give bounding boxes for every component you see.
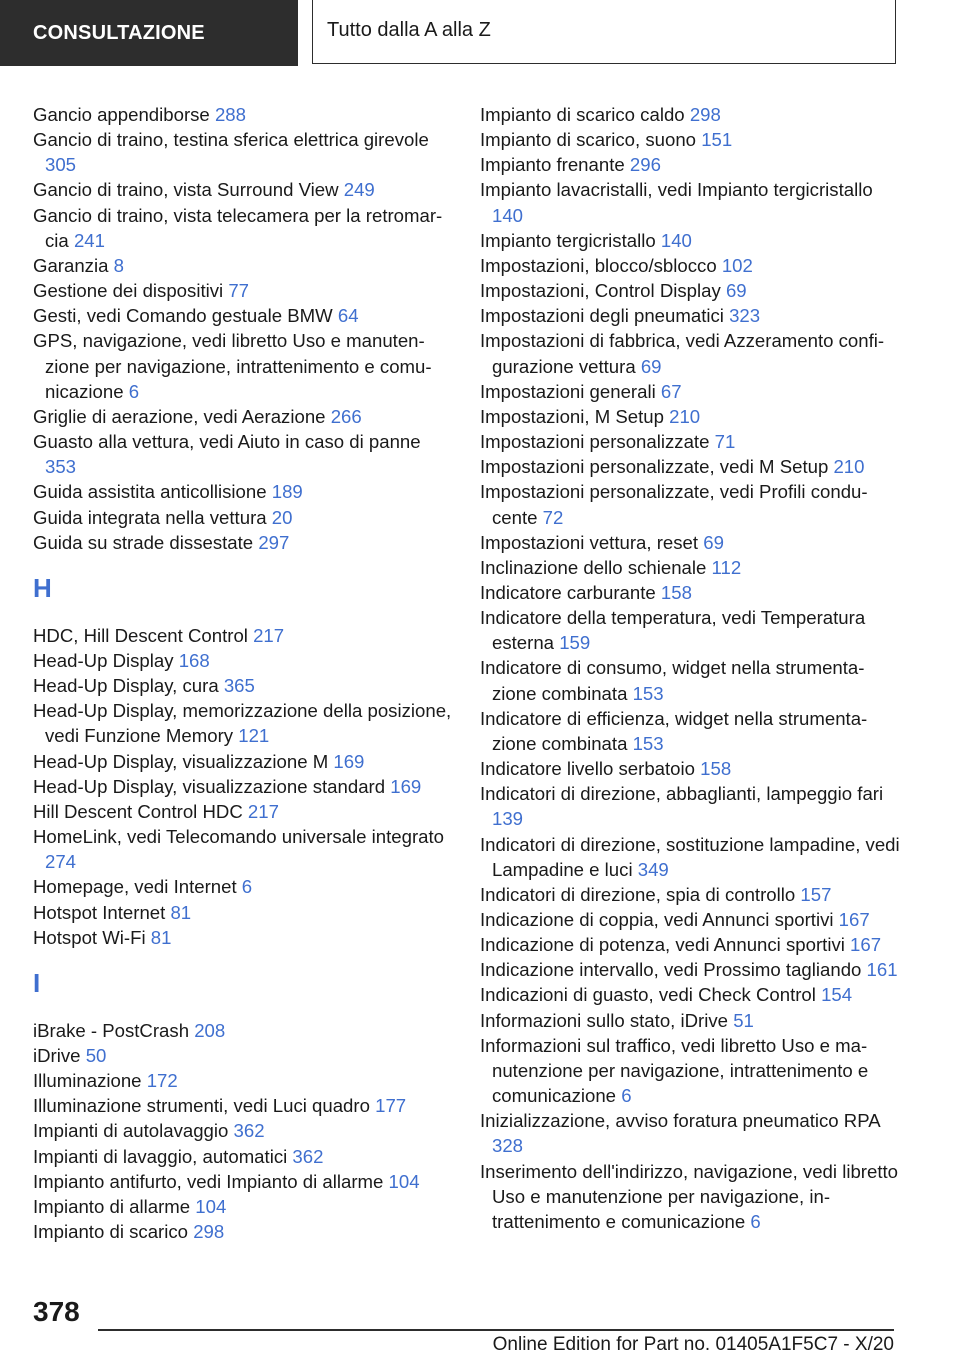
index-entry <box>33 177 453 202</box>
index-entry-text: Head-Up Display <box>33 649 179 671</box>
index-entry-text: Impostazioni degli pneumatici <box>480 305 730 327</box>
index-entry <box>33 102 453 127</box>
index-page-link[interactable]: 104 <box>195 1195 227 1217</box>
index-column-right <box>480 102 900 1234</box>
index-page-link[interactable]: 274 <box>45 851 77 873</box>
index-entry <box>480 882 900 907</box>
index-entry <box>480 706 900 756</box>
index-entry-text: Inizializzazione, avviso foratura pneumatico RPA <box>480 1110 880 1132</box>
index-page-link[interactable]: 153 <box>632 732 664 754</box>
index-column-left <box>33 102 453 1244</box>
index-entry <box>480 479 900 529</box>
index-entry-text: Head-Up Display, memorizzazione della posizione, vedi Funzione Memory <box>33 700 452 747</box>
index-entry <box>33 1118 453 1143</box>
index-entry <box>480 605 900 655</box>
index-entry-text: Impostazioni di fabbrica, vedi Azzeramento configurazione vettura <box>480 330 885 377</box>
index-page-link[interactable]: 159 <box>559 632 591 654</box>
index-entry-text: HDC, Hill Descent Control <box>33 624 254 646</box>
index-page-link[interactable]: 6 <box>241 876 253 898</box>
index-page-link[interactable]: 169 <box>390 775 422 797</box>
index-entry <box>33 253 453 278</box>
index-page-link[interactable]: 177 <box>375 1095 407 1117</box>
index-entry <box>480 429 900 454</box>
index-entry-text: Impostazioni, blocco/sblocco <box>480 254 722 276</box>
index-page-link[interactable]: 298 <box>193 1221 225 1243</box>
index-entry-text: Head-Up Display, visualizzazione standard <box>33 775 391 797</box>
index-page-link[interactable]: 157 <box>800 883 832 905</box>
index-page-link[interactable]: 153 <box>632 682 664 704</box>
index-entry-text: Indicatore carburante <box>480 581 661 603</box>
index-entry-text: Impostazioni personalizzate, vedi Profili conducente <box>480 481 868 528</box>
index-entry-text: Impostazioni, Control Display <box>480 280 726 302</box>
index-entry-text: iDrive <box>33 1045 86 1066</box>
index-entry-text: Hotspot Wi-Fi <box>33 926 151 948</box>
page-header <box>0 0 960 66</box>
index-entry <box>33 127 453 177</box>
index-entry <box>480 1008 900 1033</box>
index-entry-text: Indicazione intervallo, vedi Prossimo tagliando <box>480 959 867 981</box>
index-entry-text: HomeLink, vedi Telecomando universale integrato <box>33 826 445 848</box>
index-entry-text: Indicazione di potenza, vedi Annunci sportivi <box>480 934 851 956</box>
index-entry-text: Gancio di traino, vista Surround View <box>33 179 344 201</box>
index-entry <box>480 655 900 705</box>
index-entry <box>480 932 900 957</box>
index-entry-text: Impianti di lavaggio, automatici <box>33 1145 293 1167</box>
index-page-link[interactable]: 297 <box>258 531 290 553</box>
index-entry-text: Guida su strade dissestate <box>33 531 259 553</box>
index-entry-text: Hotspot Internet <box>33 901 171 923</box>
index-entry-text: Impostazioni, M Setup <box>480 405 670 427</box>
index-entry <box>33 429 453 479</box>
index-entry <box>480 379 900 404</box>
index-page-link[interactable]: 6 <box>750 1210 761 1232</box>
index-page-link[interactable]: 362 <box>292 1145 324 1167</box>
index-page-link[interactable]: 189 <box>271 481 303 503</box>
index-entry <box>480 832 900 882</box>
index-entry <box>480 127 900 152</box>
index-entry-text: iBrake - PostCrash <box>33 1019 195 1041</box>
index-page-link[interactable]: 51 <box>733 1009 754 1031</box>
index-entry-text: Indicatore della temperatura, vedi Temperatura esterna <box>480 607 866 654</box>
index-entry <box>480 404 900 429</box>
index-entry-text: Griglie di aerazione, vedi Aerazione <box>33 405 331 427</box>
index-entry <box>33 203 453 253</box>
index-entry-text: Gancio di traino, testina sferica elettrica girevole <box>33 129 429 151</box>
index-entry-text: GPS, navigazione, vedi libretto Uso e manutenzione per navigazione, intrattenimento e comunicazione <box>33 330 432 402</box>
index-entry <box>33 749 453 774</box>
index-page-link[interactable]: 167 <box>850 934 882 956</box>
index-entry-text: Indicatore livello serbatoio <box>480 758 701 780</box>
index-entry <box>33 799 453 824</box>
index-entry <box>480 278 900 303</box>
index-entry <box>33 1093 453 1118</box>
index-page-link[interactable]: 50 <box>85 1045 107 1066</box>
index-page-link[interactable]: 20 <box>271 506 293 528</box>
index-entry-text: Indicazioni di guasto, vedi Check Control <box>480 984 822 1006</box>
index-entry-text: Informazioni sullo stato, iDrive <box>480 1009 734 1031</box>
index-entry-text: Impostazioni personalizzate <box>480 431 715 453</box>
index-page-link[interactable]: 210 <box>669 405 701 427</box>
index-entry <box>33 1068 453 1093</box>
index-page-link[interactable]: 8 <box>113 254 124 276</box>
footer-divider <box>98 1329 894 1331</box>
index-entry <box>480 102 900 127</box>
index-entry-text: Hill Descent Control HDC <box>33 800 248 822</box>
index-entry <box>480 228 900 253</box>
index-entry <box>33 925 453 950</box>
index-entry-text: Impostazioni generali <box>480 380 661 402</box>
index-entry <box>33 1169 453 1194</box>
index-entry-text: Indicazione di coppia, vedi Annunci sportivi <box>480 909 839 930</box>
index-page-link[interactable]: 71 <box>714 431 736 453</box>
index-entry <box>33 1018 453 1043</box>
page-number: 378 <box>33 1296 80 1327</box>
index-entry-text: Indicatore di efficienza, widget nella strumentazione combinata <box>480 707 868 754</box>
index-entry-text: Illuminazione strumenti, vedi Luci quadro <box>33 1095 376 1117</box>
index-page-link[interactable]: 158 <box>660 581 692 603</box>
index-page-link[interactable]: 154 <box>821 984 853 1006</box>
index-entry <box>33 874 453 899</box>
index-page-link[interactable]: 6 <box>128 380 140 402</box>
index-entry <box>33 1144 453 1169</box>
index-entry <box>480 756 900 781</box>
index-entry <box>33 824 453 874</box>
index-page-link[interactable]: 69 <box>640 355 662 377</box>
index-letter-heading: I <box>33 967 41 998</box>
index-page-link[interactable]: 288 <box>214 104 246 125</box>
index-page-link[interactable]: 349 <box>637 858 669 880</box>
index-entry-text: Guida assistita anticollisione <box>33 481 272 503</box>
index-entry-text: Homepage, vedi Internet <box>33 876 242 898</box>
index-entry-text: Impianto di scarico, suono <box>480 129 702 151</box>
index-entry-text: Impianti di autolavaggio <box>33 1120 234 1142</box>
index-entry <box>33 1043 453 1068</box>
index-page-link[interactable]: 139 <box>492 808 524 830</box>
index-entry <box>33 774 453 799</box>
index-page-link[interactable]: 172 <box>146 1070 178 1092</box>
index-page-link[interactable]: 217 <box>247 800 279 822</box>
index-entry-text: Head-Up Display, cura <box>33 675 224 697</box>
index-entry <box>480 530 900 555</box>
index-page-link[interactable]: 305 <box>45 154 77 176</box>
chapter-title: Tutto dalla A alla Z <box>312 0 896 64</box>
index-entry-text: Indicatori di direzione, spia di controllo <box>480 883 801 905</box>
index-entry-text: Gesti, vedi Comando gestuale BMW <box>33 305 338 327</box>
index-page-link[interactable]: 151 <box>701 129 733 151</box>
index-page-link[interactable]: 210 <box>833 456 865 478</box>
index-page-link[interactable]: 168 <box>178 649 210 671</box>
index-entry-text: Gancio di traino, vista telecamera per la retromarcia <box>33 204 443 251</box>
index-entry <box>33 530 453 555</box>
index-entry <box>33 900 453 925</box>
index-entry <box>480 957 900 982</box>
index-page-link[interactable]: 169 <box>333 750 365 772</box>
index-page-link[interactable]: 208 <box>194 1019 226 1041</box>
index-entry-text: Indicatore di consumo, widget nella strumentazione combinata <box>480 657 865 704</box>
section-title: CONSULTAZIONE <box>0 0 298 66</box>
index-page-link[interactable]: 69 <box>703 531 724 553</box>
index-page-link[interactable]: 353 <box>45 456 77 478</box>
index-page-link[interactable]: 77 <box>228 280 250 302</box>
index-page-link[interactable]: 81 <box>170 901 192 923</box>
index-entry <box>33 303 453 328</box>
index-page-link[interactable]: 121 <box>238 725 270 747</box>
index-entry-text: Impianto tergicristallo <box>480 229 661 251</box>
index-entry <box>480 177 900 227</box>
index-entry <box>480 1159 900 1234</box>
index-entry-text: Impianto di allarme <box>33 1195 196 1217</box>
index-entry <box>33 328 453 403</box>
index-entry <box>480 1108 900 1158</box>
index-page-link[interactable]: 323 <box>729 305 761 327</box>
index-entry <box>480 907 900 932</box>
index-page-link[interactable]: 6 <box>621 1085 632 1107</box>
index-entry <box>480 580 900 605</box>
index-entry <box>480 454 900 479</box>
index-entry-text: Head-Up Display, visualizzazione M <box>33 750 334 772</box>
index-page-link[interactable]: 140 <box>660 229 692 251</box>
index-entry-text: Inclinazione dello schienale <box>480 556 712 578</box>
index-entry <box>33 505 453 530</box>
index-entry <box>480 152 900 177</box>
index-entry <box>33 1194 453 1219</box>
index-entry <box>480 1033 900 1108</box>
index-entry <box>480 982 900 1007</box>
index-entry <box>33 673 453 698</box>
index-page-link[interactable]: 81 <box>150 926 172 948</box>
index-entry-text: Gancio appendiborse <box>33 104 215 125</box>
index-entry <box>33 479 453 504</box>
index-page-link[interactable]: 362 <box>233 1120 265 1142</box>
index-page-link[interactable]: 298 <box>689 104 721 125</box>
index-entry-text: Impostazioni vettura, reset <box>480 531 704 553</box>
index-entry-text: Informazioni sul traffico, vedi libretto Uso e manutenzione per navigazione, intrattenimento e comunicazione <box>480 1034 869 1107</box>
index-page-link[interactable]: 161 <box>866 959 898 981</box>
index-entry-text: Impostazioni personalizzate, vedi M Setup <box>480 456 834 478</box>
index-page-link[interactable]: 365 <box>223 675 255 697</box>
index-entry-text: Impianto lavacristalli, vedi Impianto tergicristallo <box>480 179 873 201</box>
index-entry <box>33 698 453 748</box>
index-page-link[interactable]: 296 <box>629 154 661 176</box>
index-page-link[interactable]: 72 <box>542 506 564 528</box>
index-entry-text: Inserimento dell'indirizzo, navigazione, vedi libretto Uso e manutenzione per navigazione, intrattenimento e comunicazione <box>480 1160 898 1232</box>
index-entry <box>480 781 900 831</box>
index-entry <box>33 648 453 673</box>
index-page-link[interactable]: 266 <box>330 405 362 427</box>
index-page-link[interactable]: 64 <box>337 305 359 327</box>
index-entry-text: Impianto di scarico <box>33 1221 194 1243</box>
index-entry-text: Impianto di scarico caldo <box>480 104 690 125</box>
index-page-link[interactable]: 67 <box>660 380 682 402</box>
index-page-link[interactable]: 217 <box>253 624 285 646</box>
index-entry-text: Indicatori di direzione, sostituzione lampadine, vedi Lampadine e luci <box>480 833 900 880</box>
index-letter-heading: H <box>33 572 52 603</box>
index-entry <box>33 404 453 429</box>
index-page-link[interactable]: 249 <box>343 179 375 201</box>
index-entry-text: Impianto frenante <box>480 154 630 176</box>
index-entry <box>33 1219 453 1244</box>
index-page-link[interactable]: 241 <box>73 229 105 251</box>
footer-edition: Online Edition for Part no. 01405A1F5C7 - X/20 <box>492 1334 894 1355</box>
index-entry <box>480 555 900 580</box>
index-entry <box>480 328 900 378</box>
index-entry <box>480 253 900 278</box>
index-page-link[interactable]: 140 <box>492 204 524 226</box>
index-entry <box>33 623 453 648</box>
index-entry-text: Illuminazione <box>33 1070 147 1092</box>
index-page-link[interactable]: 158 <box>700 758 732 780</box>
index-entry-text: Garanzia <box>33 254 114 276</box>
index-page-link[interactable]: 104 <box>388 1170 420 1192</box>
index-entry <box>33 278 453 303</box>
index-page-link[interactable]: 167 <box>838 909 870 930</box>
index-page-link[interactable]: 328 <box>492 1135 524 1157</box>
index-entry-text: Guida integrata nella vettura <box>33 506 272 528</box>
index-page-link[interactable]: 112 <box>711 556 742 578</box>
index-entry <box>480 303 900 328</box>
index-entry-text: Impianto antifurto, vedi Impianto di allarme <box>33 1170 389 1192</box>
index-entry-text: Gestione dei dispositivi <box>33 280 229 302</box>
index-entry-text: Indicatori di direzione, abbaglianti, lampeggio fari <box>480 783 884 805</box>
index-entry-text: Guasto alla vettura, vedi Aiuto in caso di panne <box>33 431 421 453</box>
index-page-link[interactable]: 102 <box>721 254 753 276</box>
index-page-link[interactable]: 69 <box>725 280 747 302</box>
